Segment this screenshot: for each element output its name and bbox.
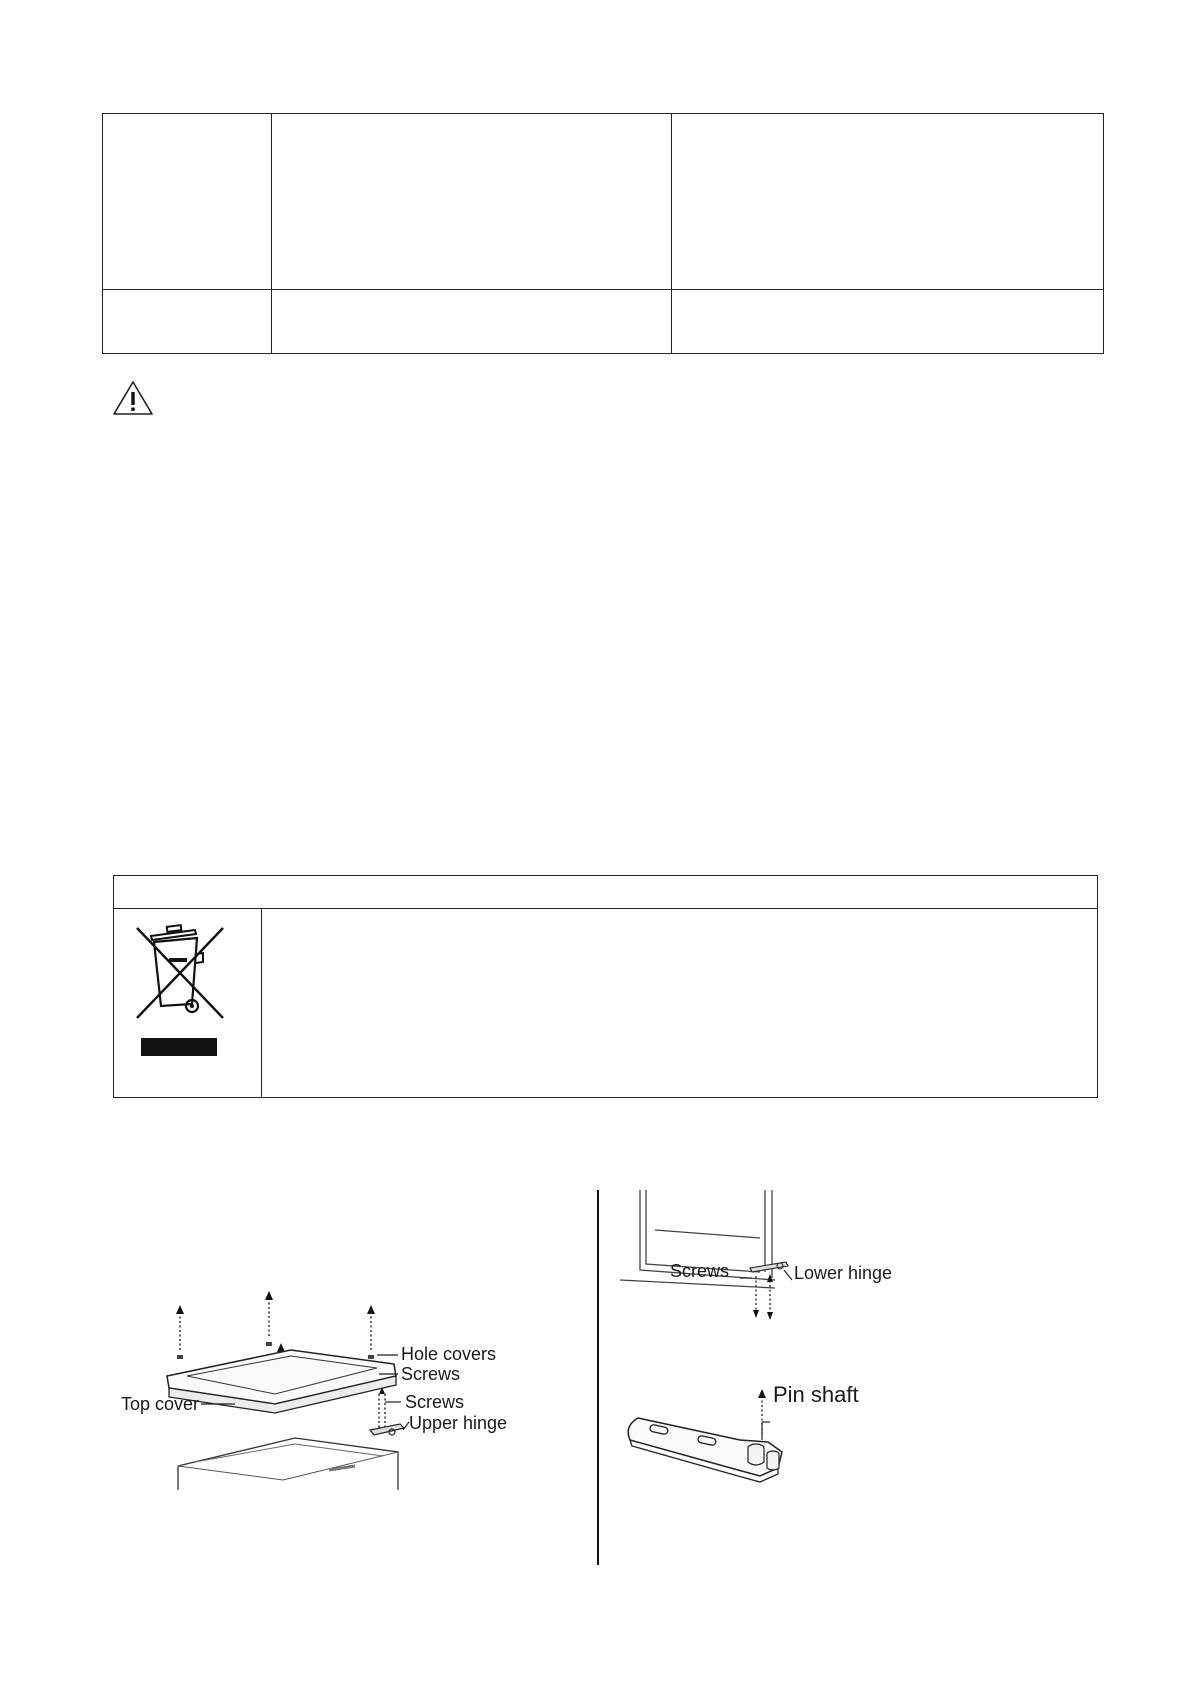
disposal-icon-cell	[114, 908, 262, 1097]
top-cover-diagram	[115, 1290, 535, 1490]
table-cell	[109, 120, 265, 284]
label-screws: Screws	[405, 1392, 465, 1412]
warning-triangle-icon	[112, 380, 154, 416]
table-cell	[278, 295, 664, 347]
table-cell	[678, 295, 1098, 347]
table-cell	[678, 120, 1098, 284]
table-column-divider	[671, 114, 672, 353]
table-cell	[278, 120, 664, 284]
label-pin-shaft: Pin shaft	[773, 1382, 859, 1407]
label-top-cover: Top cover	[121, 1394, 200, 1414]
specification-table	[102, 113, 1104, 354]
disposal-table	[113, 875, 1098, 1098]
table-row-divider	[103, 289, 1103, 290]
table-column-divider	[271, 114, 272, 353]
disposal-header	[114, 876, 1097, 909]
table-cell	[109, 295, 265, 347]
label-screws: Screws	[670, 1261, 730, 1281]
label-screws: Screws	[401, 1364, 461, 1384]
column-divider	[597, 1190, 599, 1565]
crossed-out-wheelie-bin-icon	[129, 920, 229, 1060]
lower-hinge-diagram	[610, 1190, 930, 1490]
label-lower-hinge: Lower hinge	[794, 1263, 893, 1283]
label-upper-hinge: Upper hinge	[409, 1413, 508, 1433]
disposal-text	[263, 908, 1097, 1097]
label-hole-covers: Hole covers	[401, 1344, 497, 1364]
